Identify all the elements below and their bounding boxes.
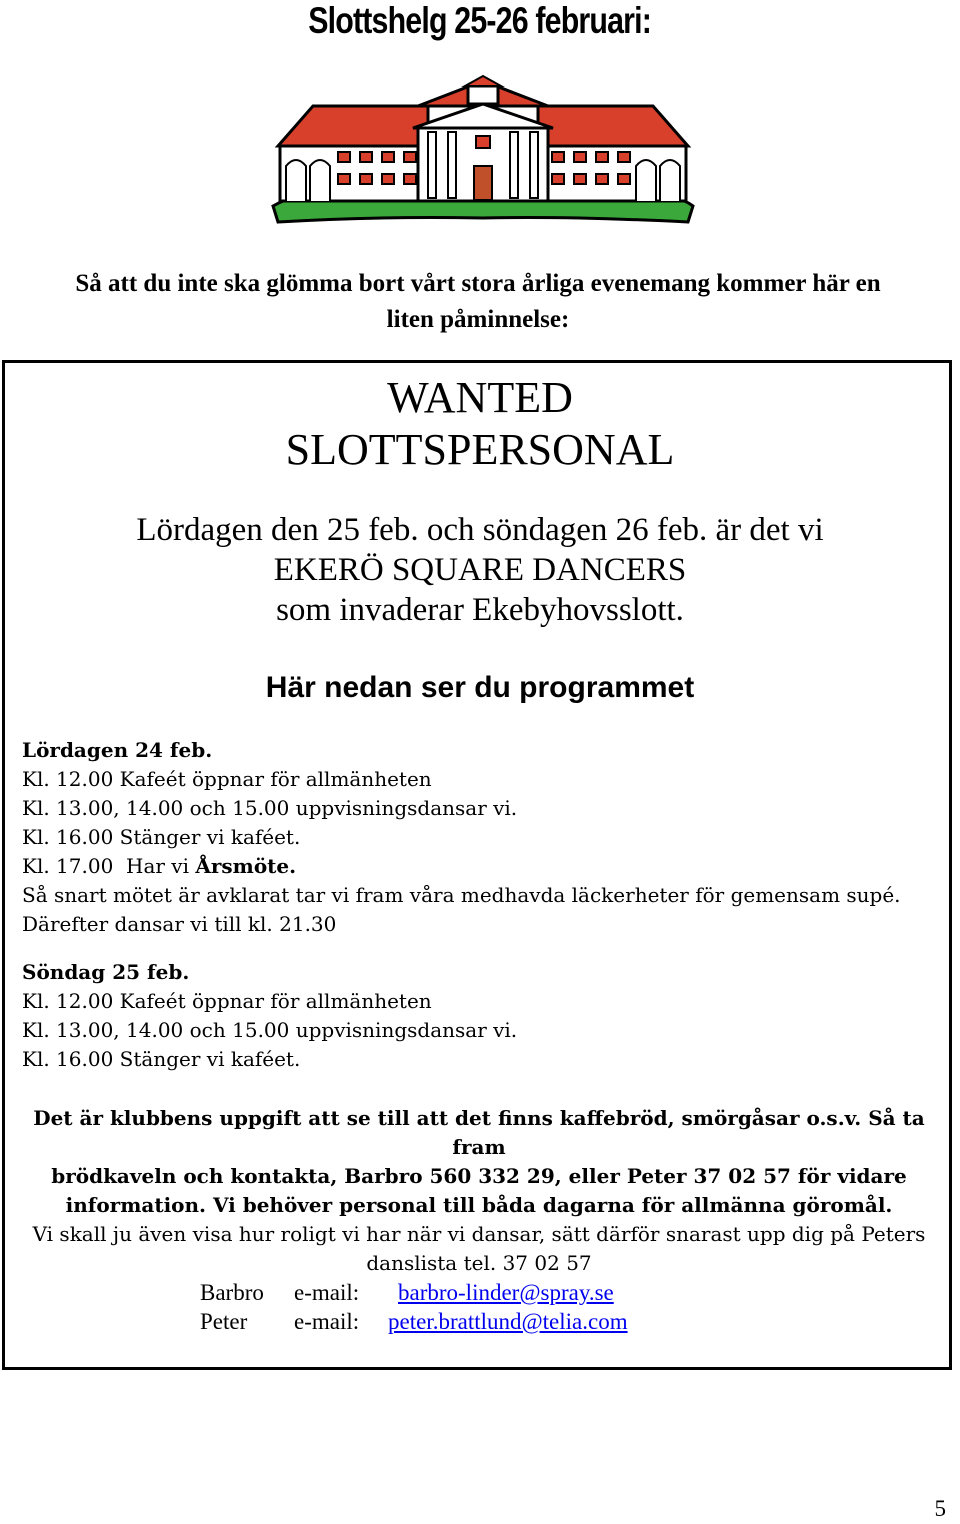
info-line: brödkaveln och kontakta, Barbro 560 332 29, eller Peter 37 02 57 för vidare — [51, 1164, 907, 1188]
castle-illustration — [268, 66, 698, 226]
castle-door — [474, 166, 492, 200]
castle-left-roof — [278, 106, 428, 146]
program-item: Kl. 16.00 Stänger vi kaféet. — [22, 1047, 301, 1071]
program-item: Kl. 12.00 Kafeét öppnar för allmänheten — [22, 767, 432, 791]
contact-email-link[interactable]: barbro-linder@spray.se — [398, 1280, 614, 1305]
castle-right-roof — [538, 106, 688, 146]
invite-line: Lördagen den 25 feb. och söndagen 26 feb. är det vi — [136, 512, 824, 548]
info-text — [14, 1104, 944, 1278]
page-number: 5 — [934, 1496, 946, 1521]
program-heading: Här nedan ser du programmet — [265, 671, 695, 704]
contact-label: e-mail: — [294, 1309, 360, 1334]
invite-line: EKERÖ SQUARE DANCERS — [273, 552, 687, 588]
intro-line: Så att du inte ska glömma bort vårt stora årliga evenemang kommer här en — [75, 270, 881, 297]
sunday-heading: Söndag 25 feb. — [22, 960, 190, 984]
contact-row — [200, 1307, 628, 1336]
contact-name: Peter — [200, 1309, 248, 1334]
wanted-line: WANTED — [387, 373, 573, 422]
contact-list — [200, 1278, 628, 1336]
invitation-text — [0, 510, 960, 630]
contact-label: e-mail: — [294, 1280, 360, 1305]
contact-row — [200, 1278, 628, 1307]
program-item: Kl. 16.00 Stänger vi kaféet. — [22, 825, 301, 849]
program-item: Kl. 13.00, 14.00 och 15.00 uppvisningsdansar vi. — [22, 1018, 518, 1042]
info-line: Vi skall ju även visa hur roligt vi har när vi dansar, sätt därför snarast upp dig på Peters — [32, 1222, 926, 1246]
info-line: danslista tel. 37 02 57 — [366, 1251, 592, 1275]
wanted-heading — [0, 372, 960, 476]
sunday-program — [22, 958, 517, 1074]
saturday-heading: Lördagen 24 feb. — [22, 738, 213, 762]
castle-tower — [468, 86, 498, 104]
program-item-meeting — [22, 852, 901, 881]
saturday-program — [22, 736, 901, 939]
meeting-prefix: Kl. 17.00 Har vi — [22, 854, 196, 878]
program-item: Kl. 13.00, 14.00 och 15.00 uppvisningsdansar vi. — [22, 796, 518, 820]
program-note: Därefter dansar vi till kl. 21.30 — [22, 912, 337, 936]
program-item: Kl. 12.00 Kafeét öppnar för allmänheten — [22, 989, 432, 1013]
info-line: Det är klubbens uppgift att se till att det finns kaffebröd, smörgåsar o.s.v. Så ta fram — [33, 1106, 925, 1159]
intro-line: liten påminnelse: — [386, 306, 570, 333]
contact-email-link[interactable]: peter.brattlund@telia.com — [388, 1309, 628, 1334]
invite-line: som invaderar Ekebyhovsslott. — [276, 592, 684, 628]
meeting-bold: Årsmöte. — [195, 854, 297, 878]
page-title: Slottshelg 25-26 februari: — [308, 0, 652, 41]
info-line: information. Vi behöver personal till båda dagarna för allmänna göromål. — [65, 1193, 893, 1217]
intro-text — [0, 266, 956, 338]
contact-name: Barbro — [200, 1280, 264, 1305]
program-note: Så snart mötet är avklarat tar vi fram våra medhavda läckerheter för gemensam supé. — [22, 883, 901, 907]
wanted-line: SLOTTSPERSONAL — [285, 425, 675, 474]
